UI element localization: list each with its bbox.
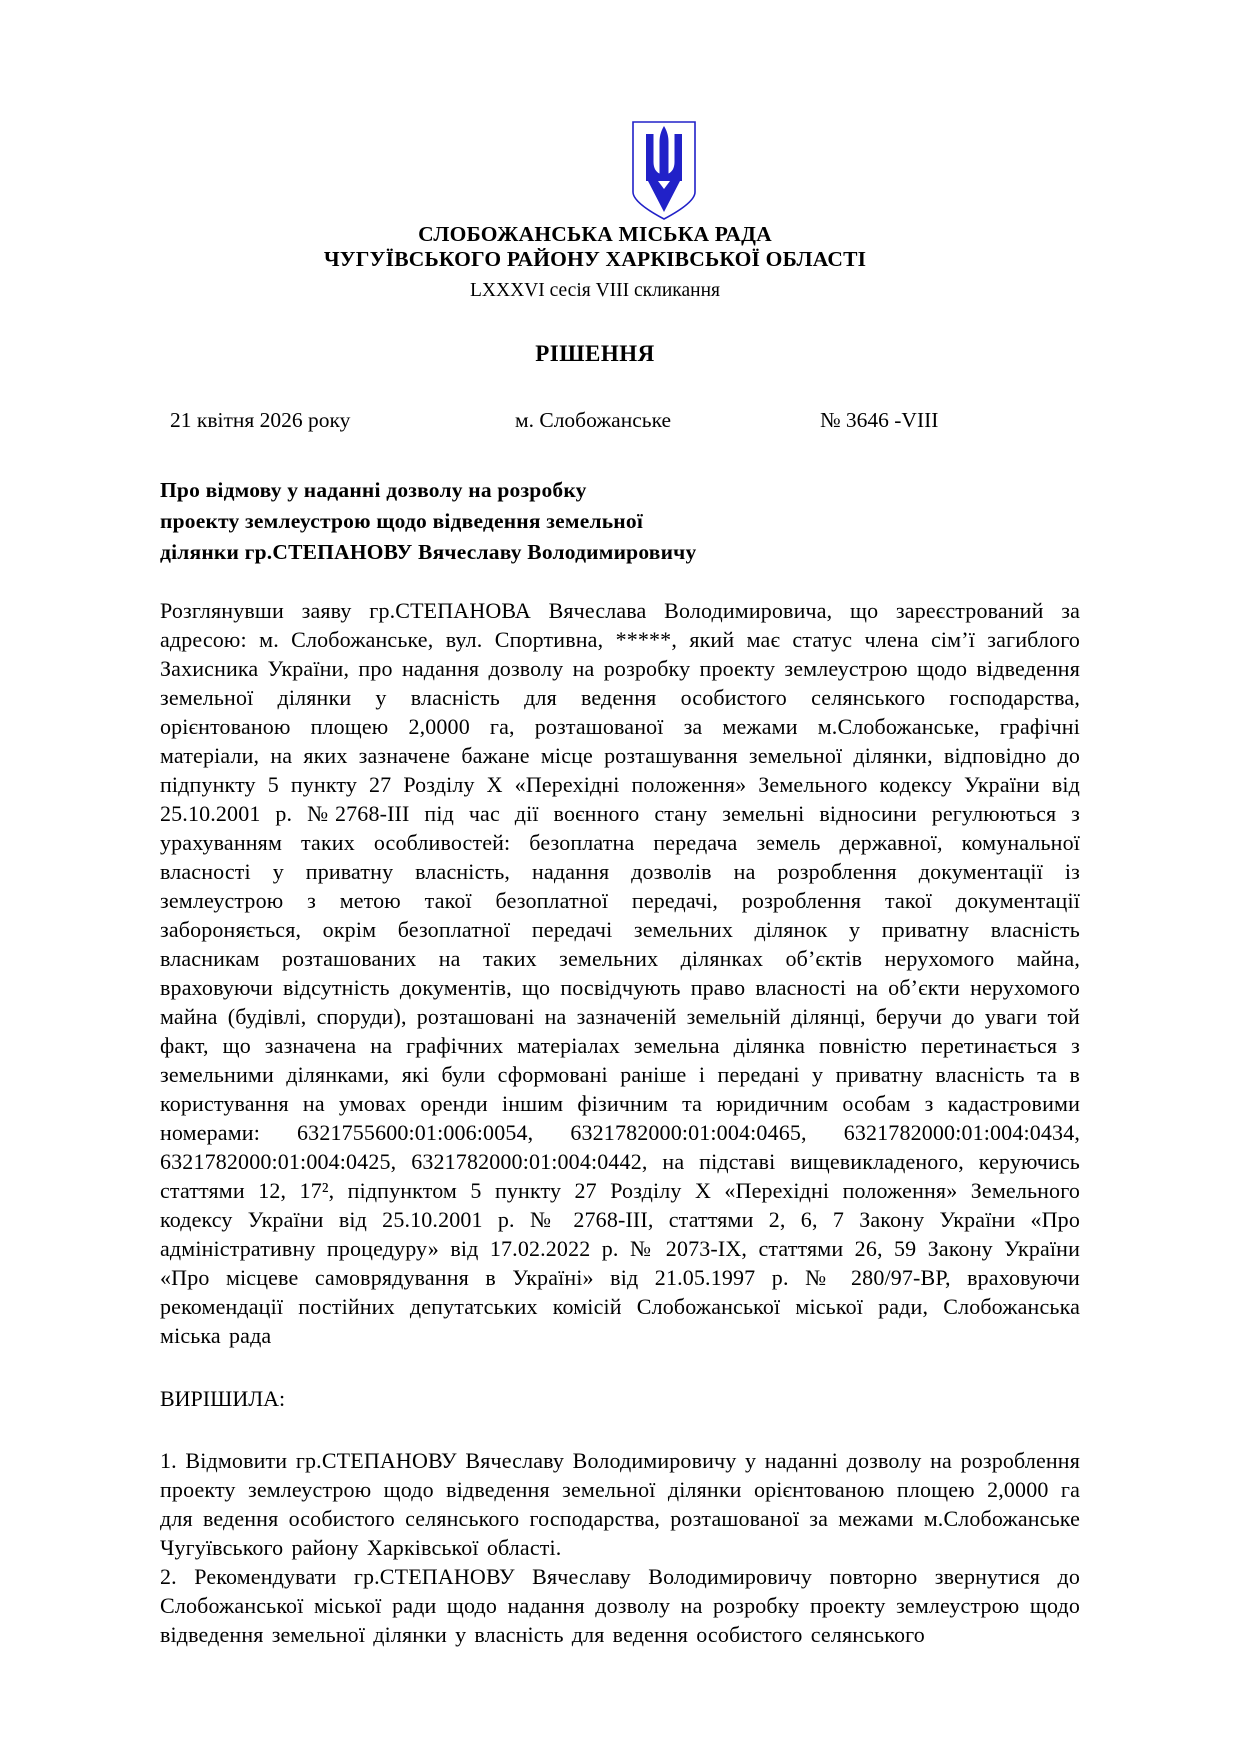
subject-line3: ділянки гр.СТЕПАНОВУ Вячеславу Володимировичу [160, 540, 697, 564]
resolved-heading: ВИРІШИЛА: [160, 1386, 286, 1411]
document-date: 21 квітня 2026 року [170, 408, 351, 432]
subject-line2: проекту землеустрою щодо відведення земельної [160, 509, 644, 533]
org-name-line1: СЛОБОЖАНСЬКА МІСЬКА РАДА [418, 222, 772, 246]
doc-type-title: РІШЕННЯ [535, 341, 655, 366]
document-content [0, 120, 1240, 1649]
emblem-container [204, 120, 1124, 222]
subject-line1: Про відмову у наданні дозволу на розробку [160, 478, 587, 502]
document-number: № 3646 -VIII [820, 408, 939, 432]
org-name-line2: ЧУГУЇВСЬКОГО РАЙОНУ ХАРКІВСЬКОЇ ОБЛАСТІ [323, 247, 867, 271]
document-header [135, 222, 1055, 303]
body-paragraph: Розглянувши заяву гр.СТЕПАНОВА Вячеслава Володимировича, що зареєстрований за адресою: м. Слобожанське, вул. Спортивна, *****, який має статус члена сім’ї загиблого Захисника України, про надання дозволу на розробку проекту землеустрою щодо відведення земельної ділянки у власність для ведення особистого селянського господарства, орієнтованою площею 2,0000 га, розташованої за межами м.Слобожанське, графічні матеріали, на яких зазначене бажане місце розташування земельної ділянки, відповідно до підпункту 5 пункту 27 Розділу X «Перехідні положення» Земельного кодексу України від 25.10.2001 р. №2768-ІІІ під час дії воєнного стану земельні відносини регулюються з урахуванням таких особливостей: безоплатна передача земель державної, комунальної власності у приватну власність, надання дозволів на розроблення документації із землеустрою з метою такої безоплатної передачі, розроблення такої документації забороняється, окрім безоплатної передачі земельних ділянок у приватну власність власникам розташованих на таких земельних ділянках об’єктів нерухомого майна, враховуючи відсутність документів, що посвідчують право власності на об’єкти нерухомого майна (будівлі, споруди), розташовані на зазначеній земельній ділянці, беручи до уваги той факт, що зазначена на графічних матеріалах земельна ділянка повністю перетинається з земельними ділянками, які були сформовані раніше і передані у приватну власність та в користування на умовах оренди іншим фізичним та юридичним особам з кадастровими номерами: 6321755600:01:006:0054, 6321782000:01:004:0465, 6321782000:01:004:0434, 6321782000:01:004:0425, 6321782000:01:004:0442, на підставі вищевикладеного, керуючись статтями 12, 17², підпунктом 5 пункту 27 Розділу X «Перехідні положення» Земельного кодексу України від 25.10.2001 р. № 2768-ІІІ, статтями 2, 6, 7 Закону України «Про адміністративну процедуру» від 17.02.2022 р. № 2073-ІХ, статтями 26, 59 Закону України «Про місцеве самоврядування в Україні» від 21.05.1997 р. № 280/97-ВР, враховуючи рекомендації постійних депутатських комісій Слобожанської міської ради, Слобожанська міська рада [160, 598, 1080, 1348]
trident-emblem-icon [631, 120, 697, 222]
document-place: м. Слобожанське [515, 408, 672, 432]
resolution-item-1: 1. Відмовити гр.СТЕПАНОВУ Вячеславу Володимировичу у наданні дозволу на розроблення проекту землеустрою щодо відведення земельної ділянки орієнтованою площею 2,0000 га для ведення особистого селянського господарства, розташованої за межами м.Слобожанське Чугуївського району Харківської області. [160, 1448, 1080, 1560]
resolution-items [160, 1446, 1080, 1649]
session-line: LXXXVI сесія VIII скликання [470, 280, 720, 301]
resolution-item-2: 2. Рекомендувати гр.СТЕПАНОВУ Вячеславу Володимировичу повторно звернутися до Слобожанської міської ради щодо надання дозволу на розробку проекту землеустрою щодо відведення земельної ділянки у власність для ведення особистого селянського [160, 1564, 1080, 1647]
subject-block [160, 475, 1080, 568]
dateline [160, 407, 1080, 433]
